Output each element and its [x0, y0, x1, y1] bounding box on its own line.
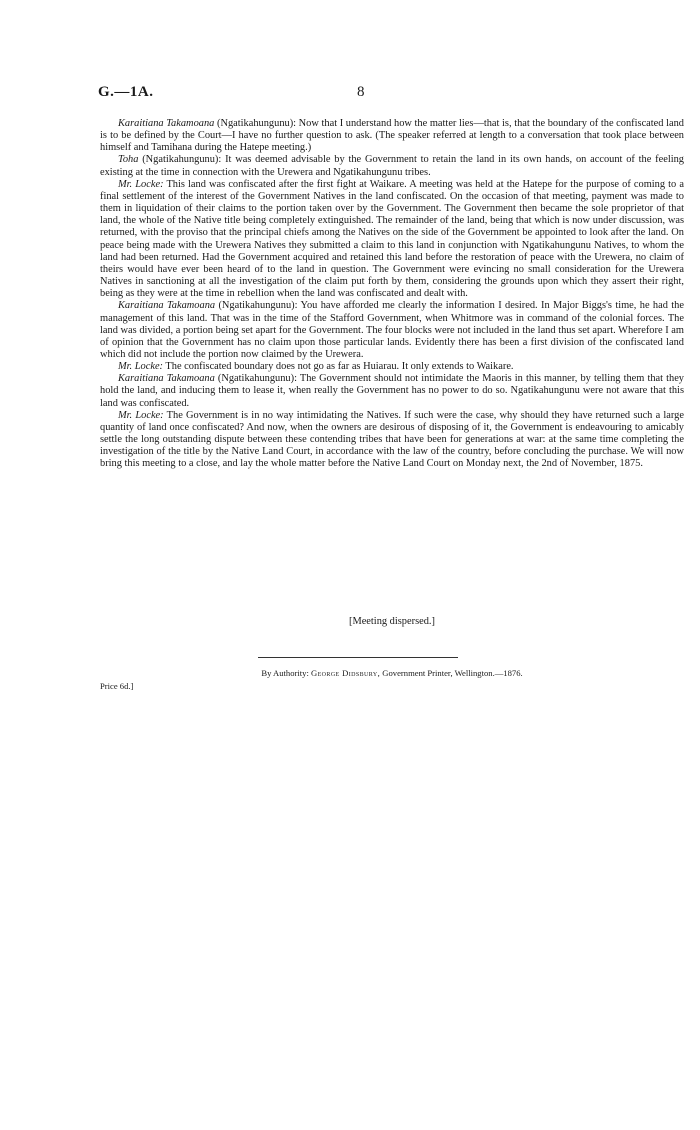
paragraph-text: (Ngatikahungunu): The Government should not intimidate the Maoris in this manner, by telling them that they hold the land, and inducing them to lease it, when really the Government has no power to do so. Ngatikahungunu were not aware that this land was confiscated.	[100, 373, 684, 409]
price-note: Price 6d.]	[100, 681, 134, 691]
imprint-suffix: Government Printer, Wellington.—1876.	[382, 668, 523, 678]
closing-note: [Meeting dispersed.]	[349, 616, 435, 627]
paragraph-text: (Ngatikahungunu): It was deemed advisable by the Government to retain the land in its own hands, on account of the feeling existing at the time in connection with the Urewera and Ngatikahungunu tribes.	[100, 154, 684, 178]
printer-name: George Didsbury,	[311, 668, 381, 678]
paragraph	[100, 373, 684, 409]
printer-imprint	[100, 668, 684, 678]
paragraph	[100, 300, 684, 361]
paragraph	[100, 361, 684, 373]
speaker-name: Mr. Locke:	[118, 178, 164, 190]
paragraph-text: The confiscated boundary does not go as far as Huiarau. It only extends to Waikare.	[163, 361, 514, 373]
page-number: 8	[357, 84, 365, 100]
paragraph-text: The Government is in no way intimidating the Natives. If such were the case, why should they have returned such a large quantity of land once confiscated? And now, when the owners are desirous of disposing of it, the Government is endeavouring to amicably settle the long outstanding dispute between these contending tribes that have been for generations at war: at the same time completing the investigation of the title by the Native Land Court, in accordance with the law of the country, before concluding the purchase. We will now bring this meeting to a close, and lay the whole matter before the Native Land Court on Monday next, the 2nd of November, 1875.	[100, 409, 684, 470]
speaker-name: Karaitiana Takamoana	[118, 118, 215, 129]
speaker-name: Karaitiana Takamoana	[118, 300, 216, 312]
footer-divider	[258, 657, 458, 658]
paragraph-text: This land was confiscated after the first fight at Waikare. A meeting was held at the Hatepe for the purpose of coming to a final settlement of the interest of the Government Natives in the land confiscated. On the occasion of that meeting, payment was made to them in liquidation of their claims to the portion taken over by the Government. The Government then became the sole proprietor of that land, the whole of the Native title being completely extinguished. The remainder of the land, being that which is now under discussion, was returned, with the proviso that the principal chiefs among the Natives on the side of the Government be appointed to look after the land. On peace being made with the Urewera Natives they submitted a claim to this land in conjunction with Ngatikahungunu Natives, to whom the land had been returned. Had the Government acquired and retained this land before the restoration of peace with the Urewera, no claim of theirs would have ever been heard of to the land in question. The Government were evincing no small consideration for the Urewera Natives in sanctioning at all the investigation of the claim put forth by them, considering the grounds upon which they assert their right, being as they were at the time in rebellion when the land was confiscated and dealt with.	[100, 178, 684, 300]
paragraph-text: (Ngatikahungunu): Now that I understand how the matter lies—that is, that the boundary of the confiscated land is to be defined by the Court—I have no further question to ask. (The speaker referred at length to a conversation that took place between himself and Tamihana during the Hatepe meeting.)	[100, 118, 685, 154]
speaker-name: Mr. Locke:	[118, 409, 164, 421]
document-body	[100, 118, 684, 471]
imprint-prefix: By Authority:	[261, 668, 309, 678]
paragraph	[100, 154, 684, 178]
document-code: G.—1A.	[98, 84, 154, 100]
paragraph	[100, 118, 684, 154]
speaker-name: Karaitiana Takamoana	[118, 373, 215, 385]
speaker-name: Mr. Locke:	[118, 361, 164, 373]
page-header	[98, 84, 598, 108]
speaker-name: Toha	[118, 154, 139, 166]
paragraph	[100, 410, 684, 471]
paragraph-text: (Ngatikahungunu): You have afforded me clearly the information I desired. In Major Biggs's time, he had the management of this land. That was in the time of the Stafford Government, when Whitmore was in command of the colonial forces. The land was divided, a portion being set apart for the Government. The four blocks were not included in the land thus set apart. Wherefore I am of opinion that the Government has no claim upon those particular lands. Evidently there has been a first division of the confiscated land which did not include the portion now claimed by the Urewera.	[100, 300, 684, 360]
paragraph	[100, 179, 684, 301]
